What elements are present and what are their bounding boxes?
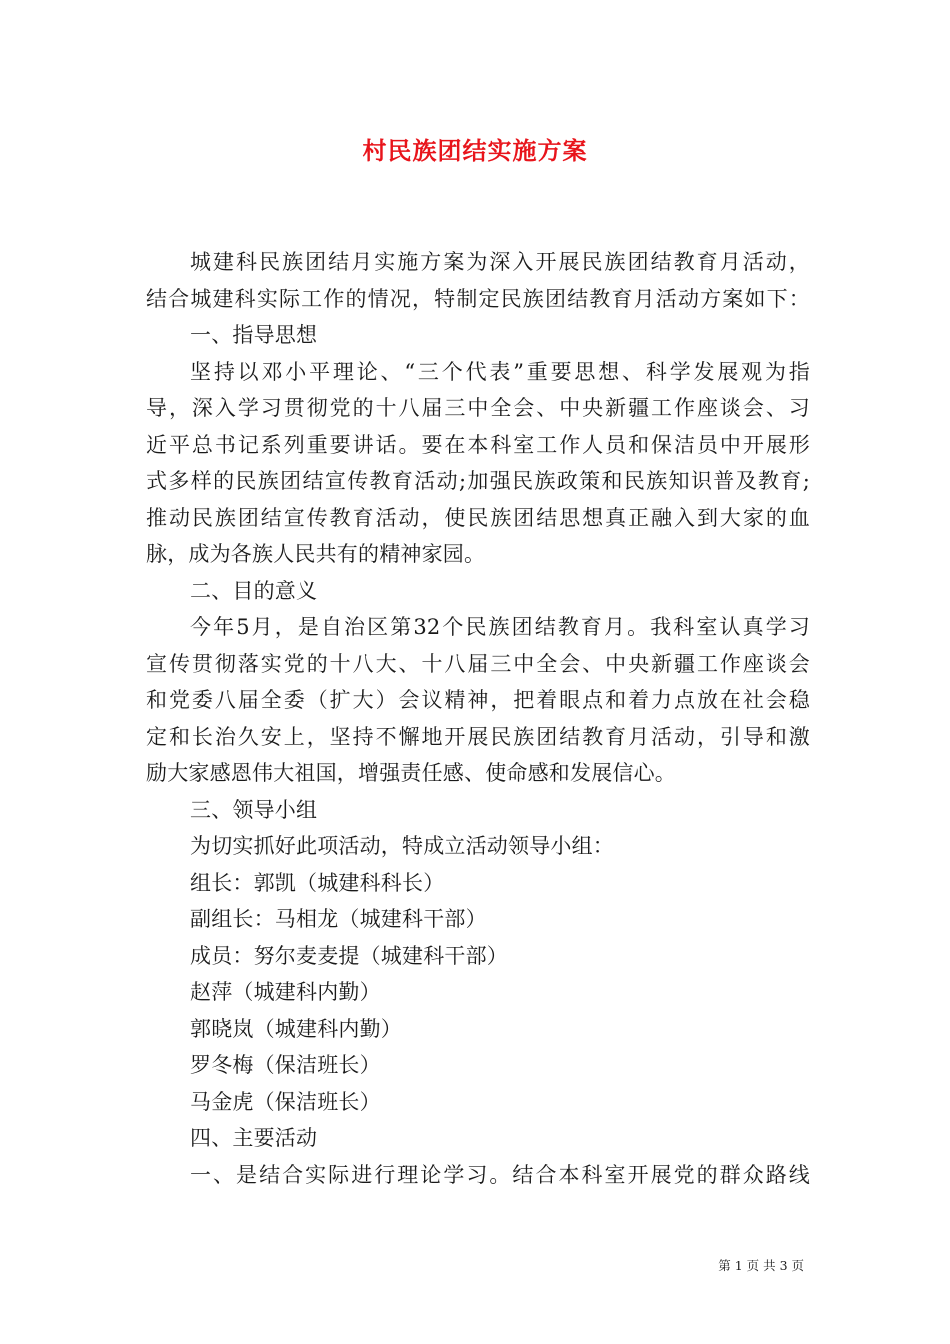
paragraph-line: 式多样的民族团结宣传教育活动;加强民族政策和民族知识普及教育; bbox=[146, 469, 810, 493]
paragraph-line: 宣传贯彻落实党的十八大、十八届三中全会、中央新疆工作座谈会 bbox=[146, 651, 810, 676]
page-number-footer: 第 1 页 共 3 页 bbox=[718, 1258, 804, 1273]
paragraph-line: 近平总书记系列重要讲话。要在本科室工作人员和保洁员中开展形 bbox=[146, 432, 810, 457]
paragraph-line: 定和长治久安上，坚持不懈地开展民族团结教育月活动，引导和激 bbox=[146, 724, 810, 749]
paragraph-line: 励大家感恩伟大祖国，增强责任感、使命感和发展信心。 bbox=[146, 761, 676, 785]
document-body bbox=[146, 244, 810, 1193]
paragraph-line: 今年5月，是自治区第32个民族团结教育月。我科室认真学习 bbox=[190, 615, 810, 639]
paragraph-line: 和党委八届全委（扩大）会议精神，把着眼点和着力点放在社会稳 bbox=[146, 688, 810, 712]
paragraph-line: 二、目的意义 bbox=[190, 578, 318, 603]
paragraph-line: 导，深入学习贯彻党的十八届三中全会、中央新疆工作座谈会、习 bbox=[146, 396, 810, 420]
paragraph-line: 一、是结合实际进行理论学习。结合本科室开展党的群众路线 bbox=[190, 1162, 810, 1187]
paragraph-line: 副组长：马相龙（城建科干部） bbox=[190, 907, 487, 931]
paragraph-line: 三、领导小组 bbox=[190, 797, 318, 822]
paragraph-line: 罗冬梅（保洁班长） bbox=[190, 1053, 381, 1077]
paragraph-line: 四、主要活动 bbox=[190, 1126, 318, 1150]
paragraph-line: 结合城建科实际工作的情况，特制定民族团结教育月活动方案如下： bbox=[146, 286, 810, 311]
paragraph-line: 为切实抓好此项活动，特成立活动领导小组： bbox=[190, 834, 614, 858]
paragraph-line: 赵萍（城建科内勤） bbox=[190, 980, 381, 1004]
paragraph-line: 推动民族团结宣传教育活动，使民族团结思想真正融入到大家的血 bbox=[146, 505, 810, 530]
paragraph-line: 坚持以邓小平理论、“三个代表”重要思想、科学发展观为指 bbox=[190, 359, 810, 384]
paragraph-line: 脉，成为各族人民共有的精神家园。 bbox=[146, 542, 486, 566]
paragraph-line: 一、指导思想 bbox=[190, 323, 318, 347]
paragraph-line: 组长：郭凯（城建科科长） bbox=[190, 870, 445, 895]
paragraph-line: 成员：努尔麦麦提（城建科干部） bbox=[190, 943, 508, 968]
paragraph-line: 马金虎（保洁班长） bbox=[190, 1089, 381, 1114]
paragraph-line: 城建科民族团结月实施方案为深入开展民族团结教育月活动， bbox=[190, 250, 810, 274]
paragraph-line: 郭晓岚（城建科内勤） bbox=[190, 1016, 402, 1041]
document-title: 村民族团结实施方案 bbox=[362, 136, 588, 165]
